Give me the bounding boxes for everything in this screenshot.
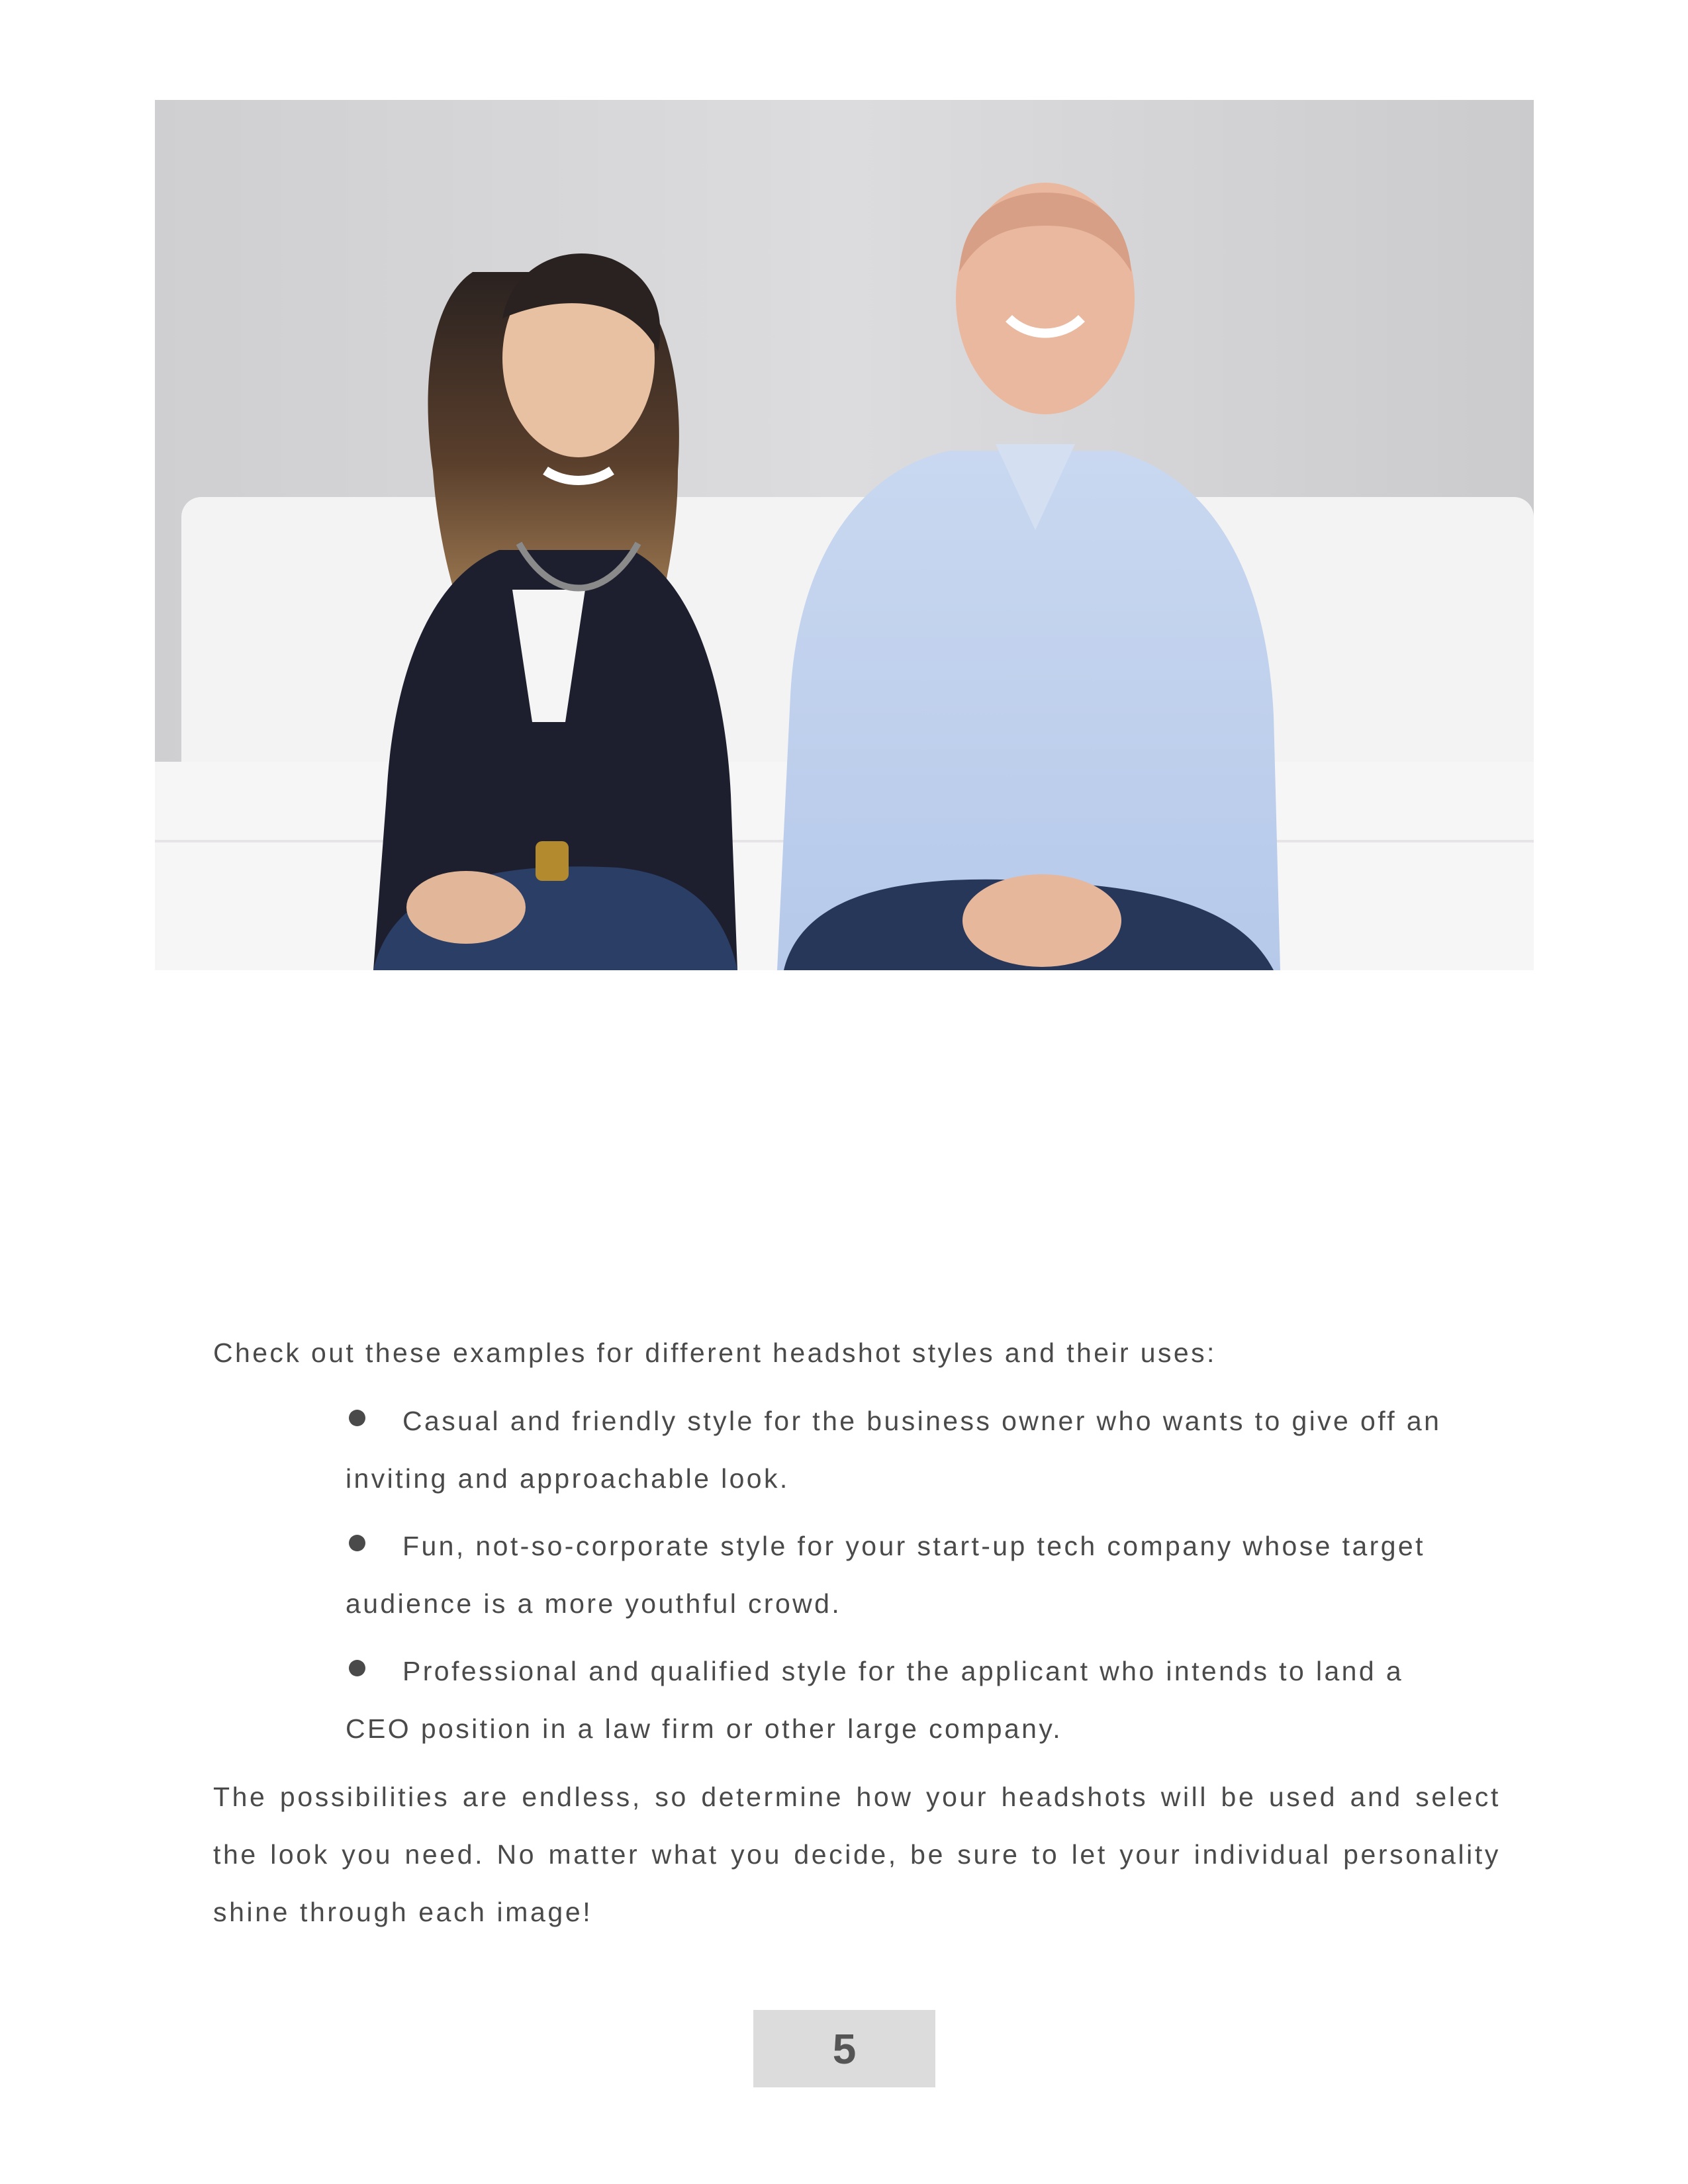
- bullet-icon: [349, 1660, 365, 1676]
- closing-paragraph: The possibilities are endless, so determine how your headshots will be used and select the look you need. No matter what you decide, be sure to let your individual personality shine through each image!: [213, 1782, 1501, 1927]
- bullet-icon: [349, 1535, 365, 1551]
- list-item-text: Fun, not-so-corporate style for your start-up tech company whose target audience is a more youthful crowd.: [346, 1531, 1425, 1619]
- bullet-icon: [349, 1410, 365, 1426]
- list-item-text: Professional and qualified style for the applicant who intends to land a CEO position in a law firm or other large company.: [346, 1656, 1404, 1744]
- intro-text: Check out these examples for different headshot styles and their uses:: [213, 1338, 1217, 1368]
- list-item: [346, 1392, 1471, 1508]
- list-item-text: Casual and friendly style for the business owner who wants to give off an inviting and approachable look.: [346, 1406, 1442, 1494]
- headshot-photo: [155, 100, 1534, 970]
- headshot-illustration: [155, 100, 1534, 970]
- list-item: [346, 1643, 1471, 1758]
- page-number: 5: [832, 2025, 857, 2073]
- list-item: [346, 1518, 1471, 1633]
- page-number-box: [753, 2010, 935, 2087]
- headshot-styles-list: [346, 1392, 1471, 1768]
